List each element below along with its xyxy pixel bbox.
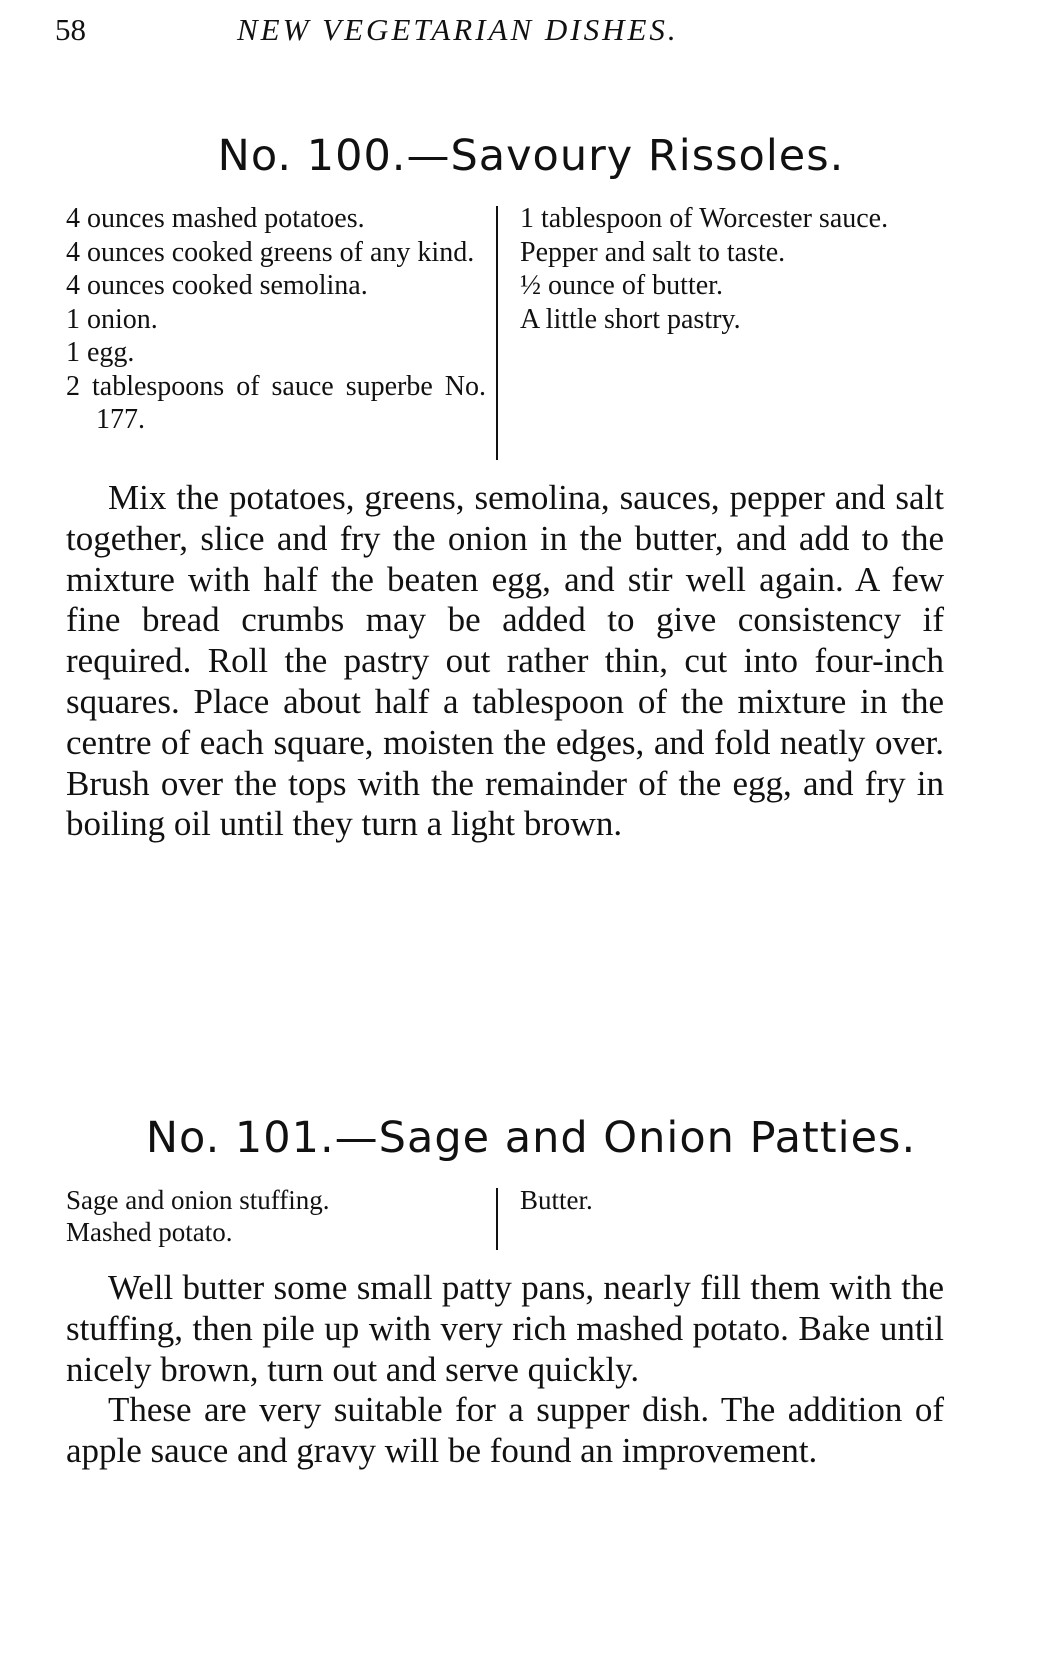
- recipe-sage-and-onion-patties: [66, 1110, 996, 1472]
- ingredient-item: 4 ounces mashed potatoes.: [66, 203, 365, 234]
- ingredient-column-left: [66, 1184, 486, 1250]
- ingredient-column-left: [66, 202, 486, 460]
- ingredient-column-right: [498, 202, 960, 460]
- ingredient-item: 1 egg.: [66, 337, 135, 368]
- method-paragraph: Well butter some small patty pans, nearly fill them with the stuffing, then pile up with very rich mashed potato. Bake until nicely brown, turn out and serve quickly.: [66, 1268, 944, 1389]
- ingredient-item: 1 tablespoon of Worcester sauce.: [520, 203, 889, 234]
- method-paragraph: Mix the potatoes, greens, semolina, sauces, pepper and salt together, slice and fry the onion in the butter, and add to the mixture with half the beaten egg, and stir well again. A few fine bread crumbs may be added to give consistency if required. Roll the pastry out rather thin, cut into four-inch squares. Place about half a tablespoon of the mixture in the centre of each square, moisten the edges, and fold neatly over. Brush over the tops with the remainder of the egg, and fry in boiling oil until they turn a light brown.: [66, 478, 944, 844]
- ingredient-item: 1 onion.: [66, 303, 158, 335]
- ingredient-item: 2 tablespoons of sauce superbe No. 177.: [66, 370, 486, 435]
- ingredient-item: 4 ounces cooked greens of any kind.: [66, 236, 475, 268]
- ingredient-item: Pepper and salt to taste.: [520, 236, 786, 268]
- recipe-savoury-rissoles: [66, 128, 996, 845]
- running-title: NEW VEGETARIAN DISHES.: [237, 12, 679, 47]
- ingredient-item: Butter.: [520, 1185, 593, 1215]
- page-number: 58: [55, 12, 86, 47]
- ingredient-list: [66, 202, 996, 460]
- ingredient-list: [66, 1184, 996, 1250]
- ingredient-item: ½ ounce of butter.: [520, 270, 723, 301]
- recipe-title: No. 101.—Sage and Onion Patties.: [145, 1113, 917, 1163]
- ingredient-column-right: [498, 1184, 960, 1250]
- running-head: [55, 8, 1005, 52]
- ingredient-item: Mashed potato.: [66, 1217, 233, 1247]
- method-paragraph: These are very suitable for a supper dish. The addition of apple sauce and gravy will be found an improvement.: [66, 1390, 944, 1471]
- ingredient-item: Sage and onion stuffing.: [66, 1185, 330, 1215]
- recipe-title: No. 100.—Savoury Rissoles.: [217, 131, 845, 181]
- ingredient-item: A little short pastry.: [520, 303, 741, 335]
- ingredient-item: 4 ounces cooked semolina.: [66, 270, 368, 301]
